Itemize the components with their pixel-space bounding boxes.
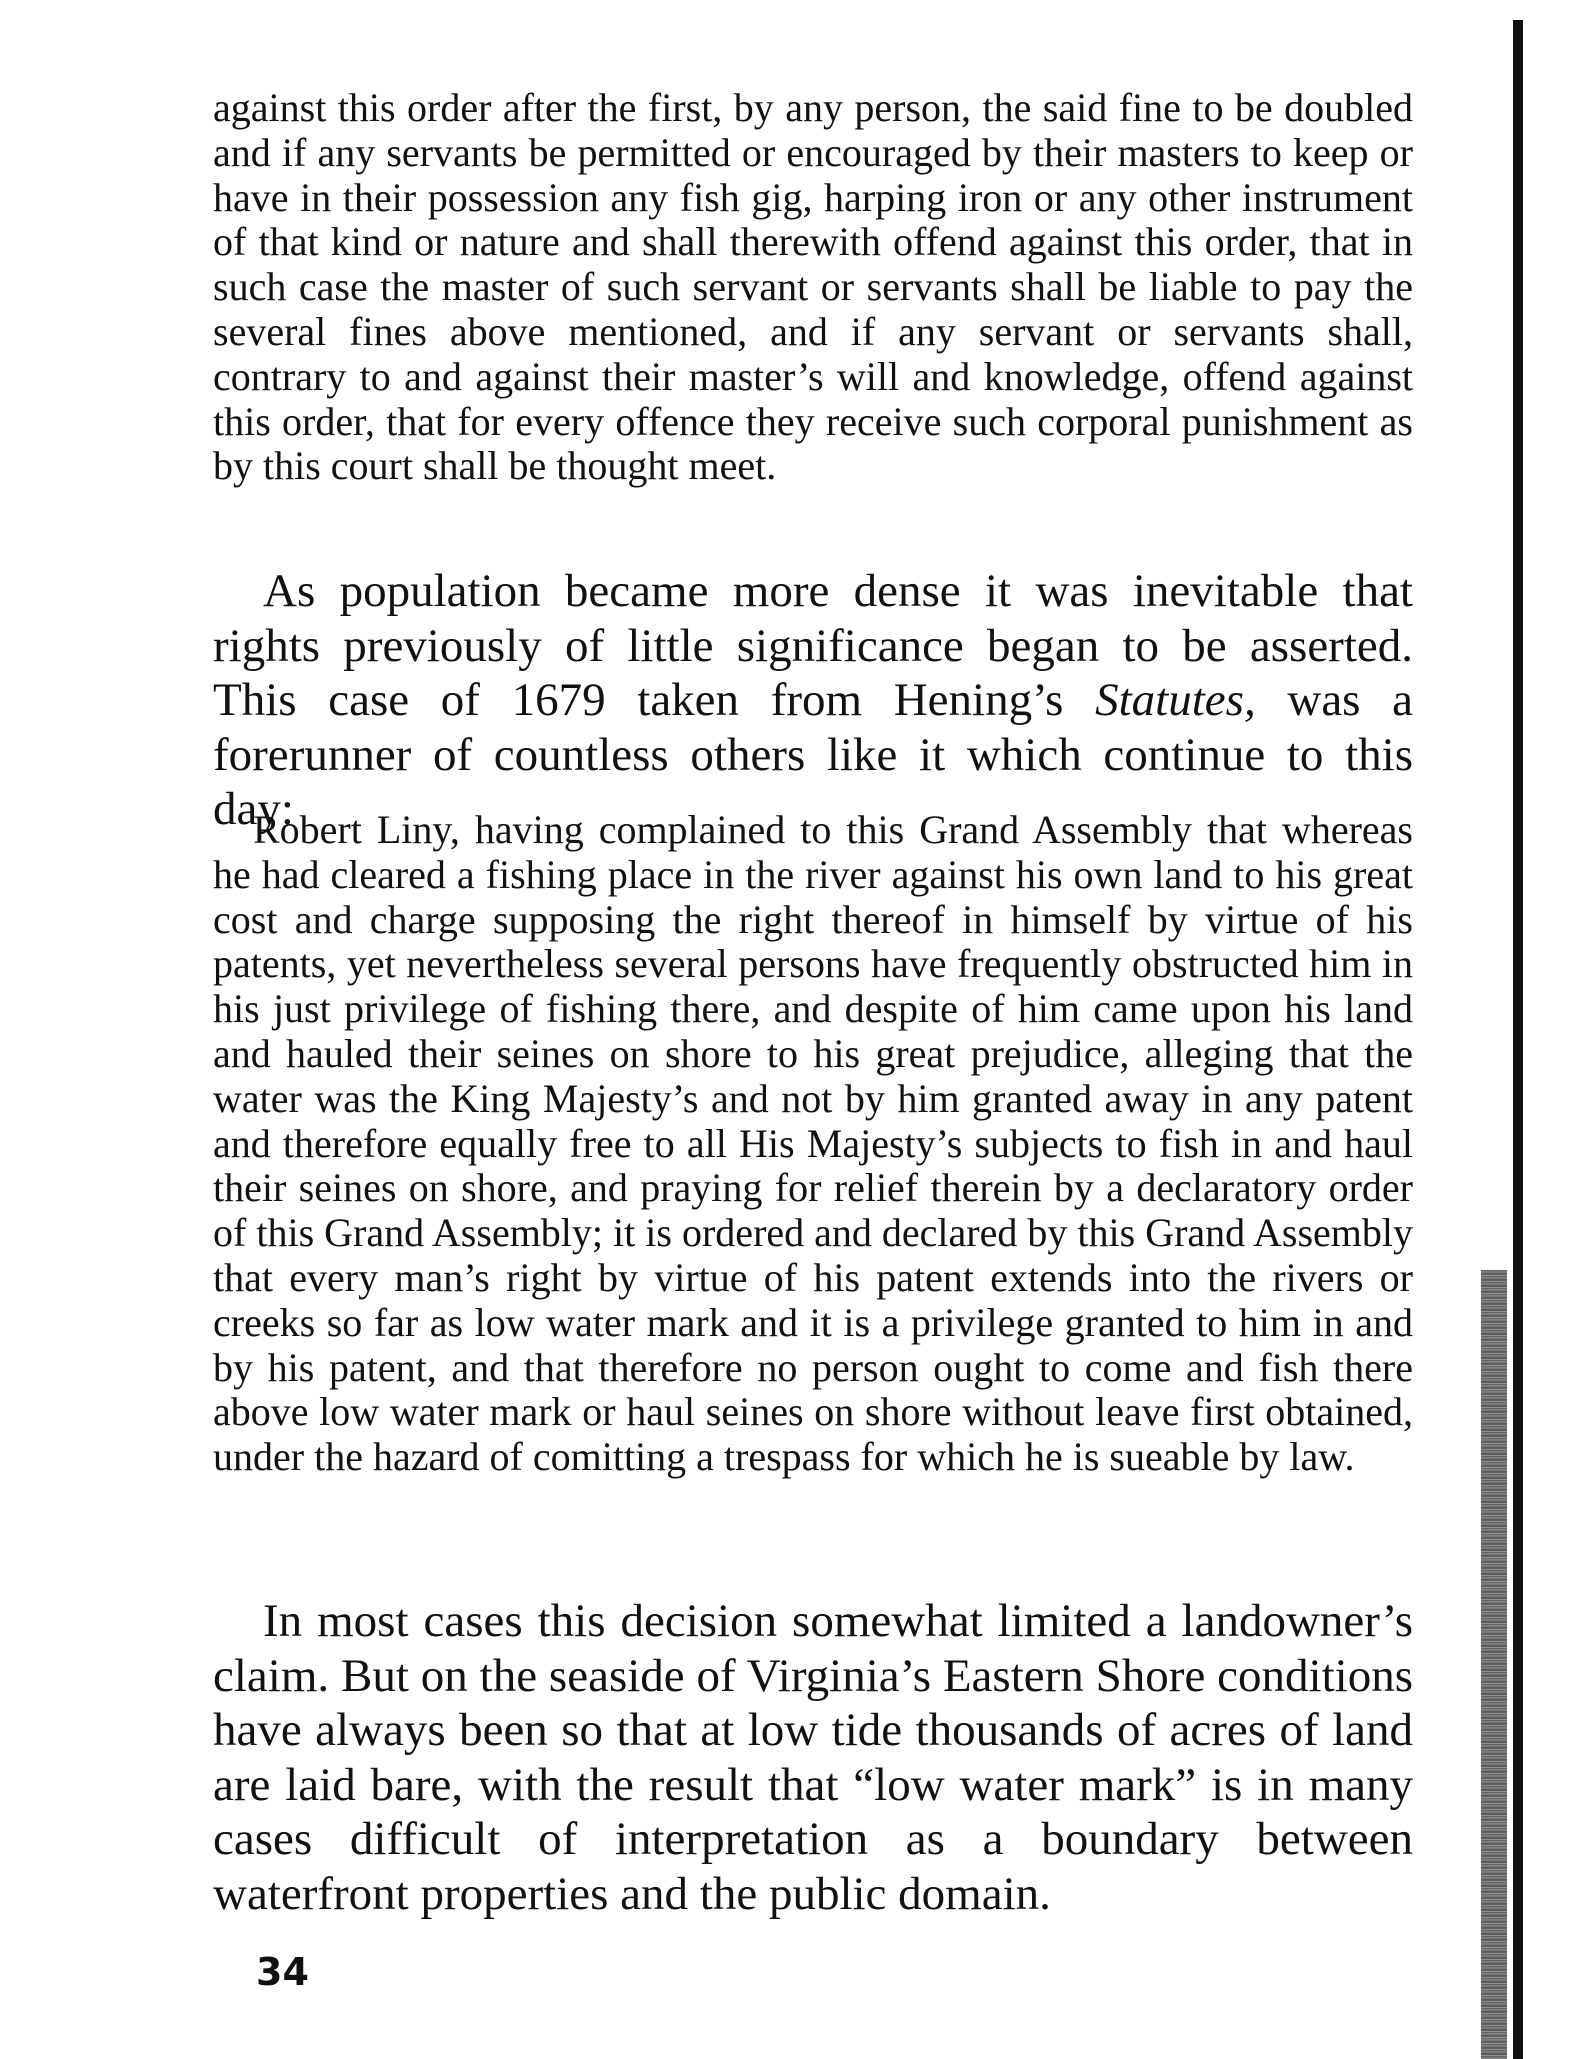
quoted-order-continuation	[213, 86, 1413, 489]
statutes-title: Statutes,	[1095, 674, 1256, 727]
page-edge-shadow	[1481, 1270, 1507, 2059]
page-binding-edge	[1513, 20, 1523, 2059]
paragraph-text-continued: was a forerunner of countless others like it which continue to this day:	[213, 674, 1413, 836]
population-paragraph	[213, 564, 1413, 837]
paragraph-text: against this order after the first, by any person, the said fine to be doubled and if any servants be permitted or encouraged by their masters to keep or have in their possession any fish gig, harping iron or any other instrument of that kind or nature and shall therewith offend against this order, that in such case the master of such servant or servants shall be liable to pay the several fines above mentioned, and if any servant or servants shall, contrary to and against their master’s will and knowledge, offend against this order, that for every offence they receive such corporal punishment as by this court shall be thought meet.	[213, 85, 1413, 489]
liny-case-quote	[213, 808, 1413, 1480]
low-water-mark-paragraph	[213, 1594, 1413, 1922]
paragraph-text: In most cases this decision somewhat limited a landowner’s claim. But on the seaside of Virginia’s Eastern Shore conditions have always been so that at low tide thousands of acres of land are laid bare, with the result that “low water mark” is in many cases difficult of interpretation as a boundary between waterfront properties and the public domain.	[213, 1595, 1413, 1920]
page-number: 34	[256, 1950, 309, 1994]
paragraph-text: As population became more dense it was inevitable that rights previously of little significance began to be asserted. This case of 1679 taken from Hening’s	[213, 565, 1413, 727]
paragraph-text: Robert Liny, having complained to this Grand Assembly that whereas he had cleared a fishing place in the river against his own land to his great cost and charge supposing the right thereof in himself by virtue of his patents, yet nevertheless several persons have frequently obstructed him in his just privilege of fishing there, and despite of him came upon his land and hauled their seines on shore to his great prejudice, alleging that the water was the King Majesty’s and not by him granted away in any patent and therefore equally free to all His Majesty’s subjects to fish in and haul their seines on shore, and praying for relief therein by a declaratory order of this Grand Assembly; it is ordered and declared by this Grand Assembly that every man’s right by virtue of his patent extends into the rivers or creeks so far as low water mark and it is a privilege granted to him in and by his patent, and that therefore no person ought to come and fish there above low water mark or haul seines on shore without leave first obtained, under the hazard of comitting a trespass for which he is sueable by law.	[213, 807, 1413, 1480]
